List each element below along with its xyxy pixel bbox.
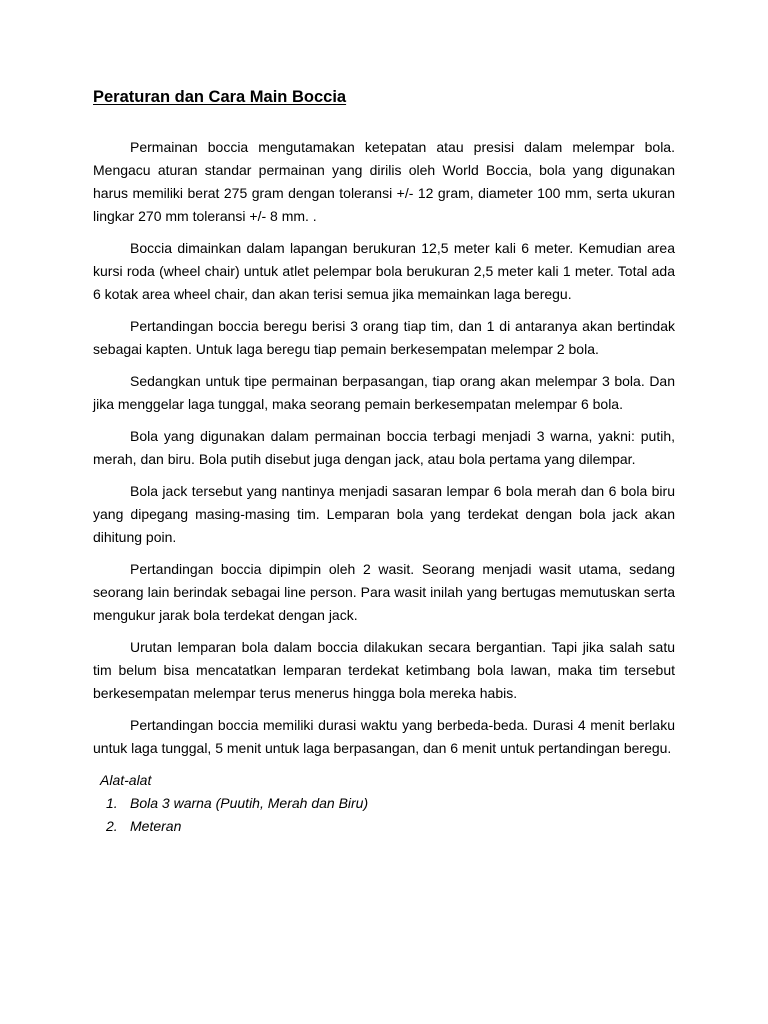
list-item-text: Bola 3 warna (Puutih, Merah dan Biru) [130,795,369,811]
paragraph: Bola jack tersebut yang nantinya menjadi sasaran lempar 6 bola merah dan 6 bola biru yang dipegang masing-masing tim. Lemparan bola yang terdekat dengan bola jack akan dihitung poin. [93,483,675,545]
paragraph: Pertandingan boccia memiliki durasi waktu yang berbeda-beda. Durasi 4 menit berlaku untuk laga tunggal, 5 menit untuk laga berpasangan, dan 6 menit untuk pertandingan beregu. [93,717,675,756]
paragraph: Permainan boccia mengutamakan ketepatan atau presisi dalam melempar bola. Mengacu aturan standar permainan yang dirilis oleh World Boccia, bola yang digunakan harus memiliki berat 275 gram dengan toleransi +/- 12 gram, diameter 100 mm, serta ukuran lingkar 270 mm toleransi +/- 8 mm. . [93,139,675,224]
paragraph: Urutan lemparan bola dalam boccia dilakukan secara bergantian. Tapi jika salah satu tim belum bisa mencatatkan lemparan terdekat ketimbang bola lawan, maka tim tersebut berkesempatan melempar terus menerus hingga bola mereka habis. [93,639,675,701]
list-item-number: 1. [106,795,118,811]
list-item-number: 2. [106,818,118,834]
tools-heading: Alat-alat [100,772,152,788]
document-title: Peraturan dan Cara Main Boccia [93,88,347,106]
tools-list [93,792,675,838]
list-item-text: Meteran [130,818,182,834]
list-item [93,792,675,815]
paragraph: Boccia dimainkan dalam lapangan berukuran 12,5 meter kali 6 meter. Kemudian area kursi roda (wheel chair) untuk atlet pelempar bola berukuran 2,5 meter kali 1 meter. Total ada 6 kotak area wheel chair, dan akan terisi semua jika memainkan laga beregu. [93,240,675,302]
paragraph: Sedangkan untuk tipe permainan berpasangan, tiap orang akan melempar 3 bola. Dan jika menggelar laga tunggal, maka seorang pemain berkesempatan melempar 6 bola. [93,373,675,412]
document-body [93,86,675,838]
paragraph: Bola yang digunakan dalam permainan boccia terbagi menjadi 3 warna, yakni: putih, merah, dan biru. Bola putih disebut juga dengan jack, atau bola pertama yang dilempar. [93,428,675,467]
paragraph: Pertandingan boccia beregu berisi 3 orang tiap tim, dan 1 di antaranya akan bertindak sebagai kapten. Untuk laga beregu tiap pemain berkesempatan melempar 2 bola. [93,318,675,357]
list-item [93,815,675,838]
paragraph: Pertandingan boccia dipimpin oleh 2 wasit. Seorang menjadi wasit utama, sedang seorang lain berindak sebagai line person. Para wasit inilah yang bertugas memutuskan serta mengukur jarak bola terdekat dengan jack. [93,561,675,623]
